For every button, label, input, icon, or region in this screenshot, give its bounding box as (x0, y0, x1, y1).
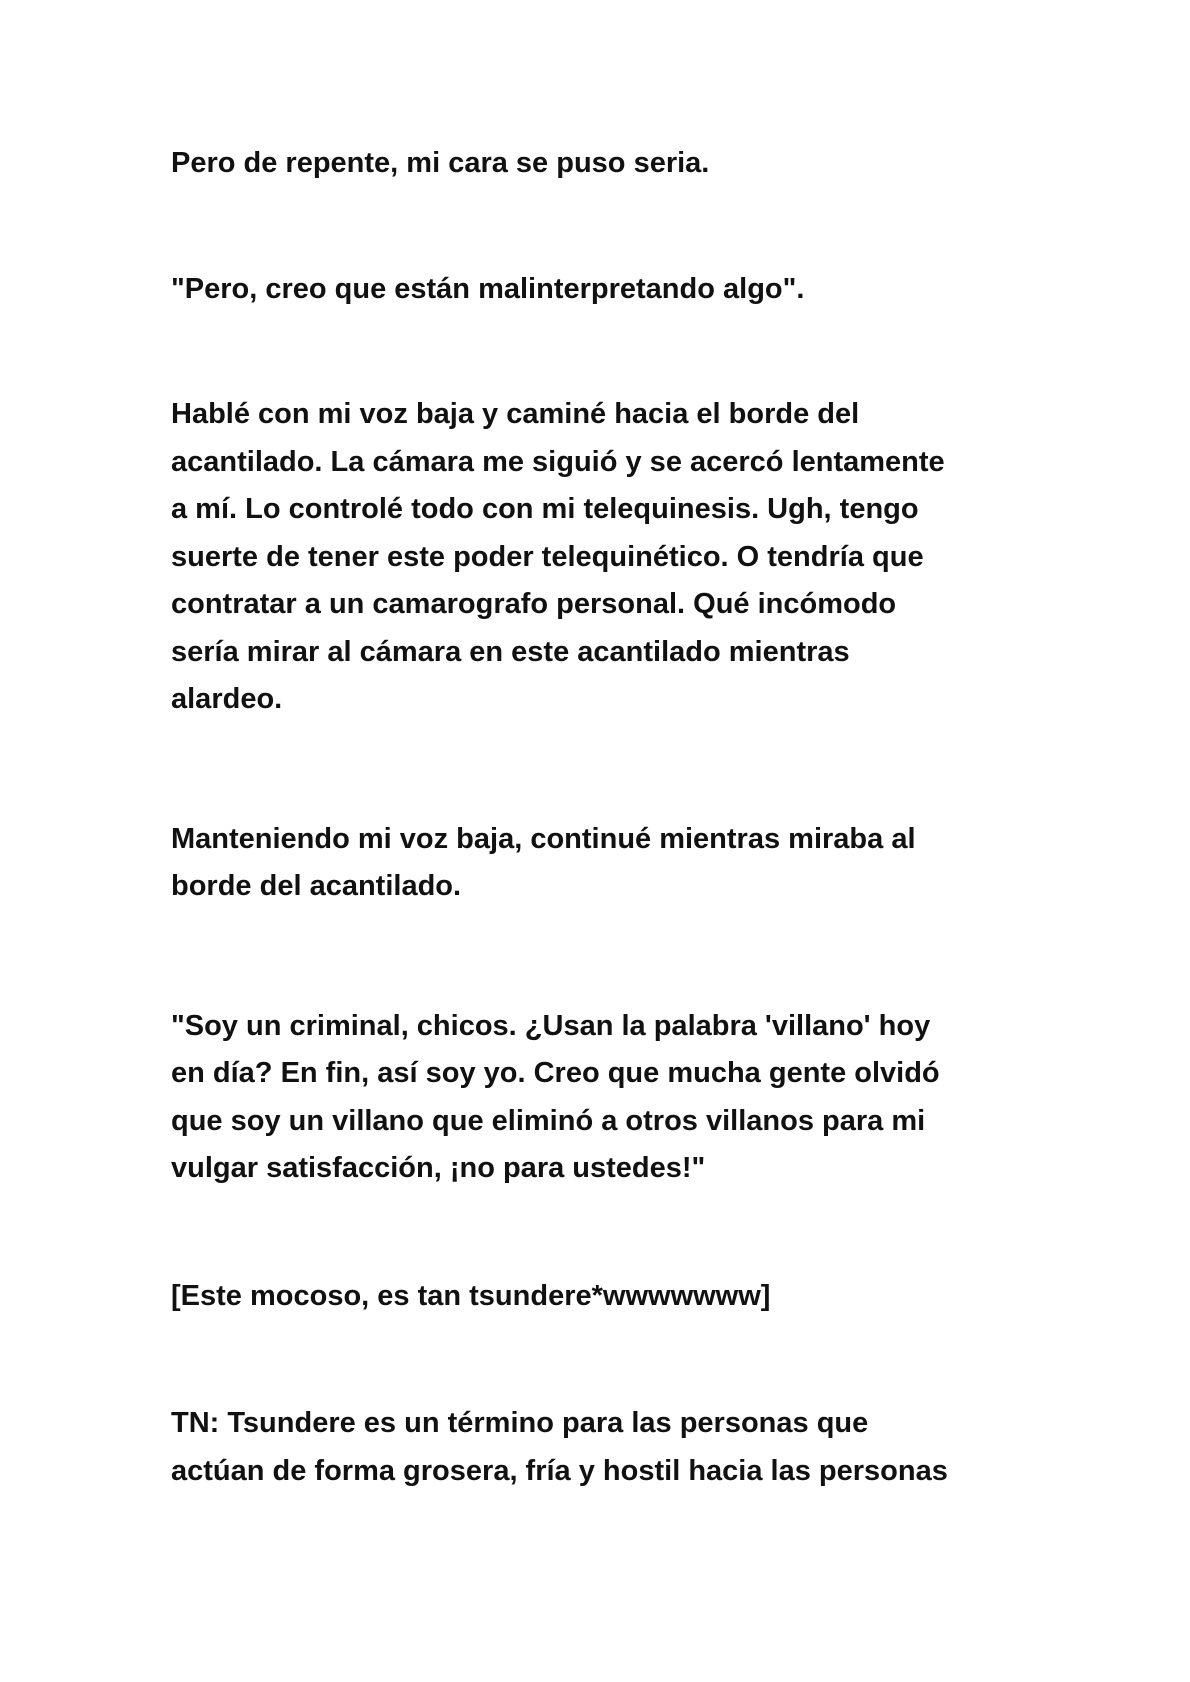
paragraph-cliff-walk (171, 391, 1031, 724)
text-line: a mí. Lo controlé todo con mi telequinesis. Ugh, tengo (171, 493, 919, 525)
text-line: Hablé con mi voz baja y caminé hacia el borde del (171, 398, 860, 430)
text-line: "Pero, creo que están malinterpretando algo". (171, 272, 805, 305)
text-line: TN: Tsundere es un término para las personas que (171, 1407, 869, 1439)
paragraph-serious-face (171, 140, 1031, 188)
paragraph-chat-comment (171, 1273, 1031, 1321)
paragraph-misinterpreting-quote (171, 266, 1031, 314)
text-line: [Este mocoso, es tan tsundere*wwwwwww] (171, 1279, 771, 1312)
text-line: vulgar satisfacción, ¡no para ustedes!" (171, 1152, 706, 1184)
text-line: Manteniendo mi voz baja, continué mientras miraba al (171, 822, 916, 855)
paragraph-villain-quote (171, 1003, 1031, 1193)
text-line: Pero de repente, mi cara se puso seria. (171, 147, 710, 179)
text-line: "Soy un criminal, chicos. ¿Usan la palabra 'villano' hoy (171, 1009, 931, 1042)
text-line: actúan de forma grosera, fría y hostil hacia las personas (171, 1454, 948, 1487)
text-line: sería mirar al cámara en este acantilado mientras (171, 635, 850, 668)
paragraph-low-voice (171, 816, 1031, 911)
text-line: en día? En fin, así soy yo. Creo que mucha gente olvidó (171, 1057, 940, 1089)
paragraph-translator-note (171, 1400, 1031, 1495)
text-line: que soy un villano que eliminó a otros villanos para mi (171, 1104, 926, 1137)
text-line: borde del acantilado. (171, 870, 462, 902)
text-line: acantilado. La cámara me siguió y se acercó lentamente (171, 445, 945, 478)
text-line: contratar a un camarografo personal. Qué incómodo (171, 588, 897, 620)
text-line: alardeo. (171, 683, 283, 715)
document-body (171, 140, 1031, 1495)
text-line: suerte de tener este poder telequinético. O tendría que (171, 540, 924, 573)
